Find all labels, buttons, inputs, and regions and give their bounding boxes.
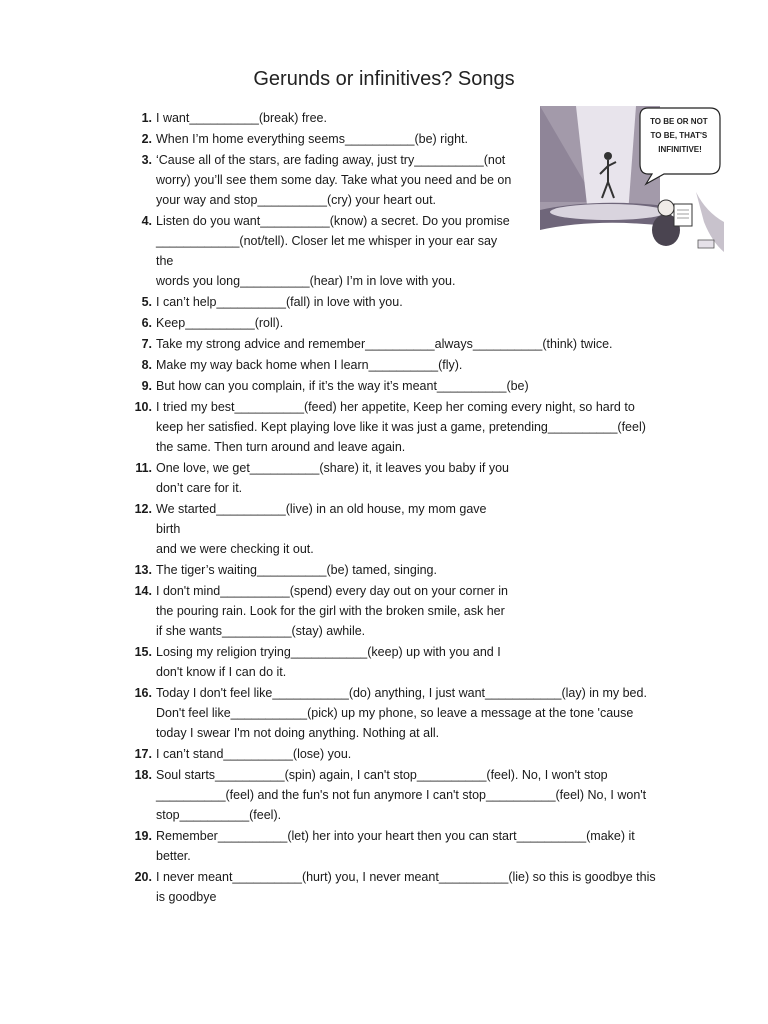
exercise-item: [124, 313, 664, 333]
item-text: The tiger’s waiting__________(be) tamed, singing.: [156, 563, 437, 577]
item-number: 13.: [134, 563, 152, 577]
item-number: 16.: [134, 686, 152, 700]
page-title: Gerunds or infinitives? Songs: [253, 68, 515, 90]
item-number: 2.: [141, 132, 152, 146]
item-text: I tried my best__________(feed) her appetite, Keep her coming every night, so hard to keep her satisfied. Kept playing love like it was just a game, pretending__________(feel) the same. Then turn around and leave again.: [156, 400, 646, 454]
exercise-item: [124, 826, 664, 866]
item-number: 4.: [141, 214, 152, 228]
item-text: When I’m home everything seems__________(be) right.: [156, 132, 468, 146]
exercise-item: [124, 581, 514, 641]
item-text: Keep__________(roll).: [156, 316, 284, 330]
item-text: Make my way back home when I learn__________(fly).: [156, 358, 463, 372]
speech-line-3: INFINITIVE!: [658, 145, 702, 154]
item-number: 3.: [141, 153, 152, 167]
item-text: Remember__________(let) her into your heart then you can start__________(make) it better.: [156, 829, 635, 863]
exercise-item: [124, 499, 514, 559]
exercise-item: [124, 867, 664, 907]
exercise-item: [124, 744, 664, 764]
item-number: 10.: [134, 400, 152, 414]
item-number: 12.: [134, 502, 152, 516]
item-text: I don't mind__________(spend) every day out on your corner in the pouring rain. Look for the girl with the broken smile, ask her if she wants__________(stay) awhile.: [156, 584, 508, 638]
exercise-item: [124, 683, 664, 743]
item-text: But how can you complain, if it’s the way it’s meant__________(be): [156, 379, 529, 393]
item-text: Today I don't feel like___________(do) anything, I just want___________(lay) in my bed. Don't feel like___________(pick) up my phone, so leave a message at the tone 'cause today I swear I'm not doing anything. Nothing at all.: [156, 686, 647, 740]
exercise-item: [124, 211, 514, 291]
item-number: 11.: [135, 461, 152, 475]
speech-line-1: TO BE OR NOT: [650, 117, 708, 126]
exercise-item: [124, 334, 664, 354]
item-number: 1.: [141, 111, 152, 125]
item-text: I can’t help__________(fall) in love with you.: [156, 295, 403, 309]
exercise-item: [124, 765, 664, 825]
item-number: 15.: [134, 645, 152, 659]
item-number: 18.: [134, 768, 152, 782]
exercise-list: [124, 108, 664, 908]
item-text: One love, we get__________(share) it, it leaves you baby if you don’t care for it.: [156, 461, 509, 495]
item-text: Soul starts__________(spin) again, I can't stop__________(feel). No, I won't stop __________(feel) and the fun's not fun anymore I can't stop__________(feel) No, I won't stop__________(feel).: [156, 768, 647, 822]
item-text: I never meant__________(hurt) you, I never meant__________(lie) so this is goodbye this is goodbye: [156, 870, 656, 904]
books: [698, 240, 714, 248]
exercise-item: [124, 129, 514, 149]
exercise-item: [124, 560, 514, 580]
item-text: Take my strong advice and remember__________always__________(think) twice.: [156, 337, 613, 351]
item-number: 19.: [134, 829, 152, 843]
item-number: 9.: [141, 379, 152, 393]
exercise-item: [124, 292, 664, 312]
exercise-item: [124, 458, 514, 498]
item-number: 5.: [141, 295, 152, 309]
exercise-item: [124, 376, 664, 396]
exercise-item: [124, 397, 664, 457]
item-text: Losing my religion trying___________(keep) up with you and I don't know if I can do it.: [156, 645, 501, 679]
item-text: We started__________(live) in an old house, my mom gave birth and we were checking it out.: [156, 502, 487, 556]
exercise-item: [124, 150, 514, 210]
item-number: 14.: [134, 584, 152, 598]
item-text: I can’t stand__________(lose) you.: [156, 747, 352, 761]
item-number: 20.: [134, 870, 152, 884]
exercise-item: [124, 108, 514, 128]
item-text: I want__________(break) free.: [156, 111, 327, 125]
item-number: 6.: [141, 316, 152, 330]
item-number: 8.: [141, 358, 152, 372]
item-text: ‘Cause all of the stars, are fading away, just try__________(not worry) you’ll see them some day. Take what you need and be on your way and stop__________(cry) your heart out.: [156, 153, 512, 207]
item-number: 17.: [134, 747, 152, 761]
exercise-item: [124, 642, 514, 682]
item-text: Listen do you want__________(know) a secret. Do you promise ____________(not/tell). Closer let me whisper in your ear say the words you long__________(hear) I’m in love with you.: [156, 214, 510, 288]
exercise-item: [124, 355, 664, 375]
item-number: 7.: [141, 337, 152, 351]
speech-line-2: TO BE, THAT'S: [650, 131, 708, 140]
